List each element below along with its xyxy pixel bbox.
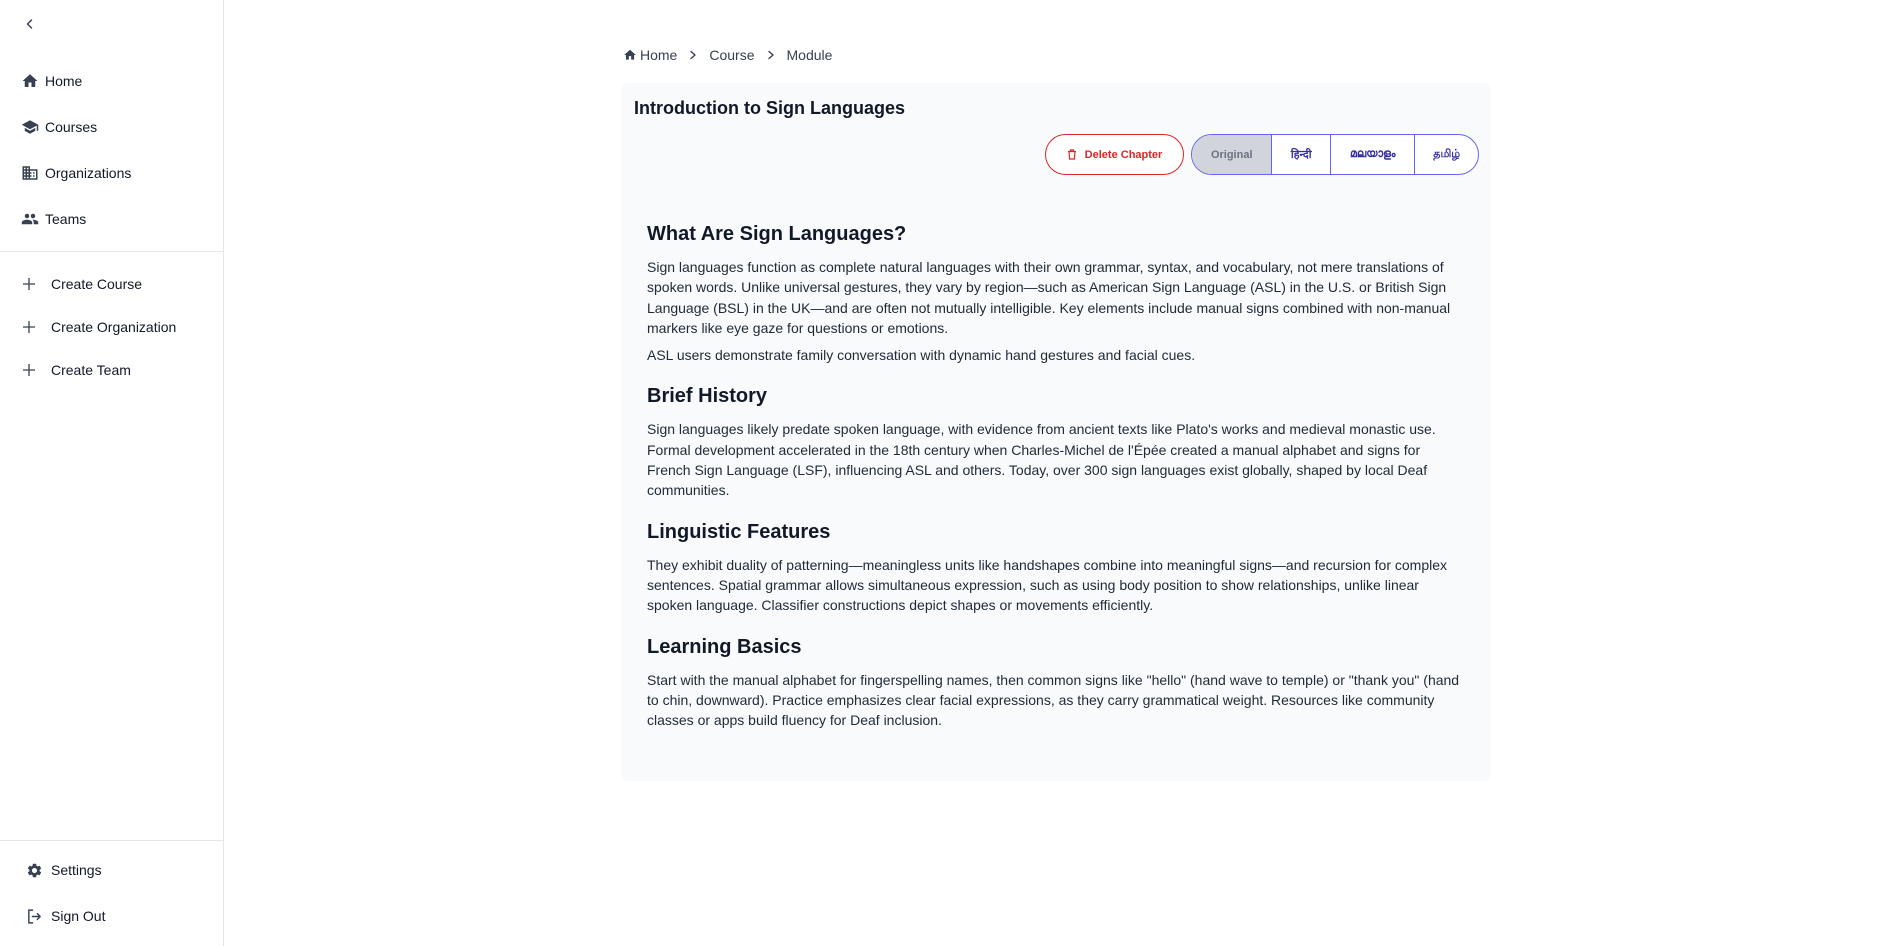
content-section (647, 520, 1467, 616)
section-paragraph: They exhibit duality of patterning—meaningless units like handshapes combine into meaningful signs—and recursion for complex sentences. Spatial grammar allows simultaneous expression, such as using body position to show relationships, unlike linear spoken language. Classifier constructions depict shapes or movements efficiently. (647, 556, 1447, 614)
sidebar-item-home[interactable] (0, 58, 223, 104)
content-section (647, 384, 1467, 500)
plus-icon (20, 275, 38, 293)
sign-out-label: Sign Out (51, 908, 106, 924)
section-paragraph: Sign languages likely predate spoken language, with evidence from ancient texts like Plato's works and medieval monastic use. Formal development accelerated in the 18th century when Charles-Michel de l'Épée created a manual alphabet and signs for French Sign Language (LSF), influencing ASL and others. Today, over 300 sign languages exist globally, shaped by local Deaf communities. (647, 421, 1436, 499)
delete-chapter-label: Delete Chapter (1084, 148, 1163, 161)
chevron-left-icon (24, 18, 36, 30)
language-option-hindi[interactable]: हिन्दी (1271, 135, 1330, 174)
breadcrumb-home[interactable] (623, 47, 677, 63)
delete-chapter-button[interactable] (1045, 134, 1184, 175)
create-team-button[interactable] (0, 348, 223, 391)
create-organization-label: Create Organization (51, 318, 177, 335)
plus-icon (20, 361, 38, 379)
sidebar-item-label: Courses (45, 119, 98, 135)
breadcrumb-home-label: Home (640, 47, 678, 63)
section-heading: What Are Sign Languages? (647, 223, 907, 245)
collapse-sidebar-button[interactable] (20, 14, 40, 34)
content-section (647, 635, 1467, 731)
home-icon (623, 48, 637, 62)
section-heading: Linguistic Features (647, 520, 831, 543)
section-heading: Learning Basics (647, 635, 802, 658)
breadcrumb-course-label: Course (709, 47, 755, 63)
breadcrumb-module[interactable] (787, 47, 833, 63)
section-heading: Brief History (647, 385, 768, 408)
chapter-card (621, 83, 1491, 781)
sign-out-button[interactable] (0, 893, 223, 939)
settings-button[interactable] (0, 847, 223, 893)
sign-out-icon (25, 907, 43, 925)
sidebar-divider (0, 840, 223, 841)
create-menu (0, 262, 223, 391)
graduation-cap-icon (20, 117, 40, 137)
gear-icon (25, 861, 43, 879)
sidebar-divider (0, 251, 223, 252)
section-paragraph: Sign languages function as complete natural languages with their own grammar, syntax, and vocabulary, not mere translations of spoken words. Unlike universal gestures, they vary by region—such as American Sign Language (ASL) in the U.S. or British Sign Language (BSL) in the UK—and are often not mutually intelligible. Key elements include manual signs combined with non-manual markers like eye gaze for questions or emotions. (647, 259, 1451, 336)
building-icon (20, 163, 40, 183)
section-paragraph: ASL users demonstrate family conversation with dynamic hand gestures and facial cues. (647, 347, 1196, 364)
sidebar (0, 0, 224, 946)
create-team-label: Create Team (51, 361, 131, 378)
plus-icon (20, 318, 38, 336)
language-selector (1191, 134, 1479, 175)
breadcrumb-course[interactable] (709, 47, 754, 63)
chapter-title: Introduction to Sign Languages (634, 98, 905, 118)
create-course-label: Create Course (51, 275, 143, 292)
home-icon (20, 71, 40, 91)
language-option-original[interactable]: Original (1192, 135, 1271, 174)
people-icon (20, 209, 40, 229)
chevron-right-icon (685, 47, 701, 63)
sidebar-item-teams[interactable] (0, 196, 223, 242)
language-option-tamil[interactable]: தமிழ் (1414, 135, 1478, 174)
sidebar-item-courses[interactable] (0, 104, 223, 150)
sidebar-bottom (0, 847, 223, 939)
content-section (647, 222, 1467, 365)
create-organization-button[interactable] (0, 305, 223, 348)
breadcrumb-module-label: Module (786, 47, 833, 63)
sidebar-item-label: Home (45, 73, 83, 89)
language-option-malayalam[interactable]: മലയാളം (1330, 135, 1414, 174)
section-paragraph: Start with the manual alphabet for fingerspelling names, then common signs like "hello" (hand wave to temple) or "thank you" (hand to chin, downward). Practice emphasizes clear facial expressions, as they carry grammatical weight. Resources like community classes or apps build fluency for Deaf inclusion. (647, 671, 1460, 729)
sidebar-item-organizations[interactable] (0, 150, 223, 196)
sidebar-item-label: Organizations (45, 165, 132, 181)
sidebar-item-label: Teams (45, 211, 87, 227)
settings-label: Settings (51, 862, 102, 878)
breadcrumb (623, 45, 832, 65)
create-course-button[interactable] (0, 262, 223, 305)
sidebar-nav (0, 58, 223, 242)
chapter-content (647, 222, 1467, 737)
trash-icon (1067, 149, 1079, 161)
chevron-right-icon (763, 47, 779, 63)
